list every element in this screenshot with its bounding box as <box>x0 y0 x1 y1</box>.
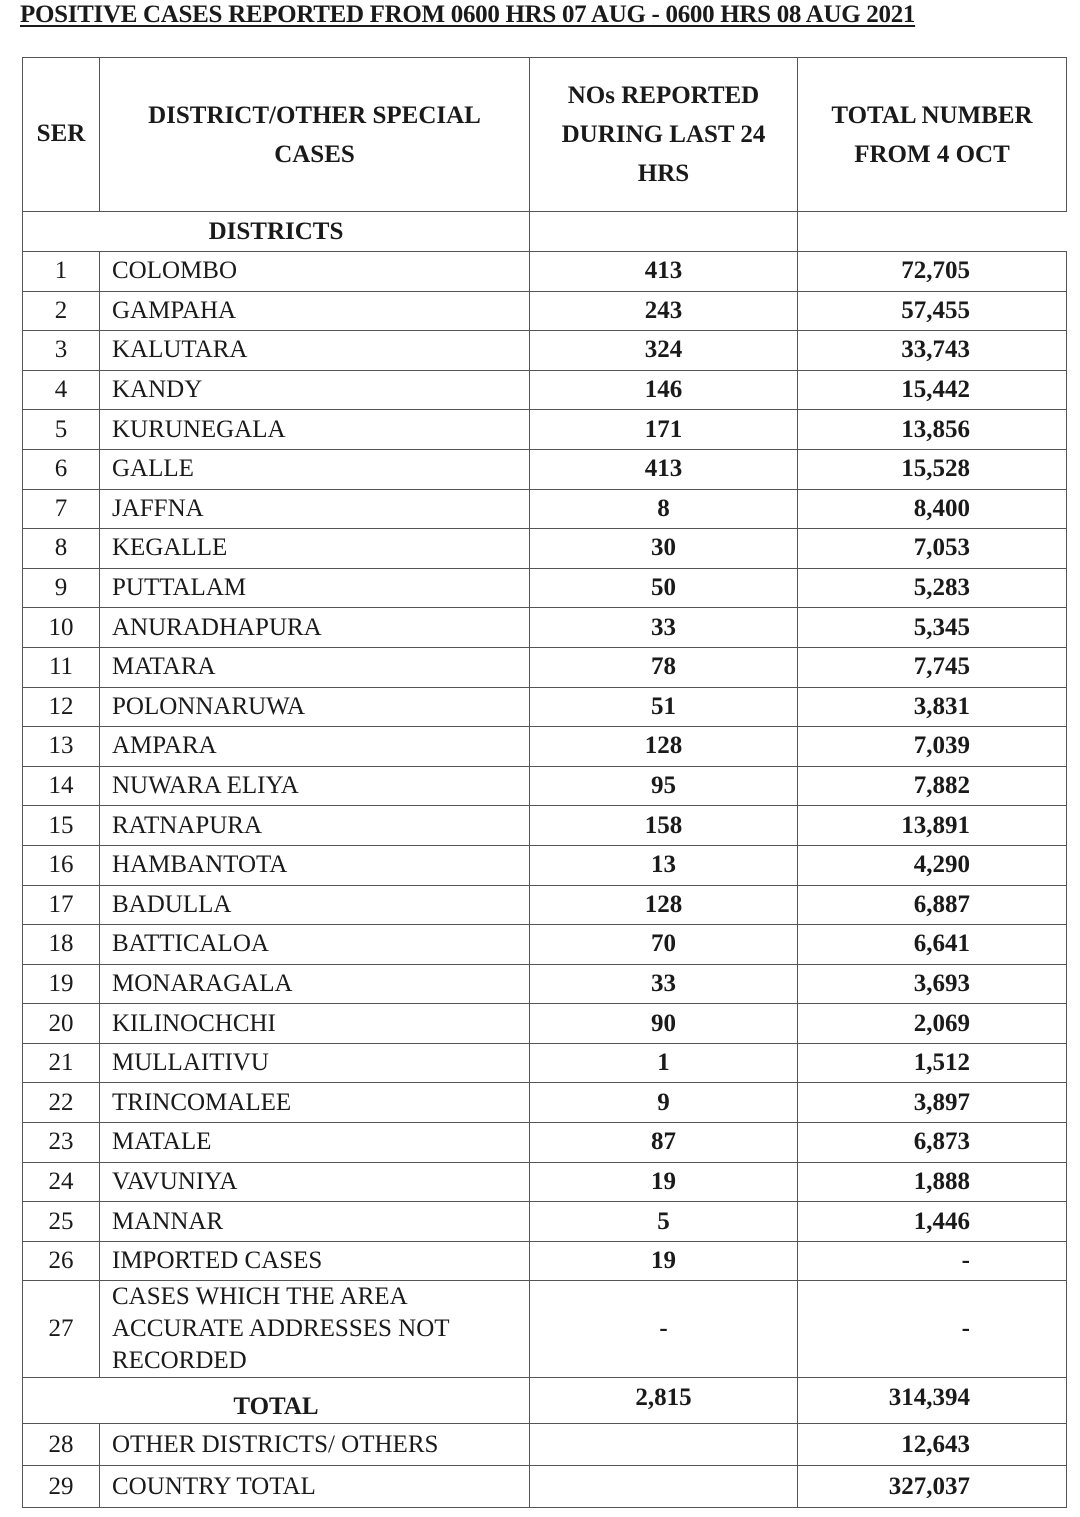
district-cell-line: RECORDED <box>112 1347 247 1375</box>
total-label: TOTAL <box>23 1378 530 1424</box>
district-cell: AMPARA <box>100 727 530 767</box>
total-cell: - <box>798 1241 1067 1281</box>
reported-cell: 158 <box>530 806 798 846</box>
cases-table <box>22 57 1067 1508</box>
section-empty-cell <box>530 212 798 252</box>
total-cell: 3,831 <box>798 687 1067 727</box>
total-cell: 7,053 <box>798 529 1067 569</box>
reported-cell: 9 <box>530 1083 798 1123</box>
ser-cell: 16 <box>23 845 100 885</box>
district-cell: JAFFNA <box>100 489 530 529</box>
reported-cell: 19 <box>530 1241 798 1281</box>
total-cell: 33,743 <box>798 331 1067 371</box>
district-cell: BADULLA <box>100 885 530 925</box>
reported-cell: 324 <box>530 331 798 371</box>
district-cell: COUNTRY TOTAL <box>100 1466 530 1508</box>
district-cell: MONARAGALA <box>100 964 530 1004</box>
table-row <box>23 568 1067 608</box>
total-cell: 15,442 <box>798 370 1067 410</box>
reported-cell: 30 <box>530 529 798 569</box>
header-ser: SER <box>23 58 100 212</box>
table-row <box>23 1241 1067 1281</box>
reported-cell: 51 <box>530 687 798 727</box>
district-cell: KURUNEGALA <box>100 410 530 450</box>
district-cell: IMPORTED CASES <box>100 1241 530 1281</box>
table-row <box>23 1424 1067 1466</box>
ser-cell: 19 <box>23 964 100 1004</box>
ser-cell: 8 <box>23 529 100 569</box>
total-cell: 6,641 <box>798 925 1067 965</box>
header-total: TOTAL NUMBER FROM 4 OCT <box>798 58 1067 212</box>
reported-cell: 413 <box>530 449 798 489</box>
total-cell: 1,512 <box>798 1043 1067 1083</box>
ser-cell: 23 <box>23 1123 100 1163</box>
reported-cell: - <box>530 1281 798 1378</box>
ser-cell: 22 <box>23 1083 100 1123</box>
header-district: DISTRICT/OTHER SPECIAL CASES <box>100 58 530 212</box>
reported-cell: 171 <box>530 410 798 450</box>
table-row <box>23 291 1067 331</box>
ser-cell: 28 <box>23 1424 100 1466</box>
reported-cell: 90 <box>530 1004 798 1044</box>
reported-cell: 1 <box>530 1043 798 1083</box>
table-row <box>23 449 1067 489</box>
total-cell: 7,882 <box>798 766 1067 806</box>
section-label: DISTRICTS <box>23 212 530 252</box>
total-cell: 3,693 <box>798 964 1067 1004</box>
reported-cell: 78 <box>530 647 798 687</box>
table-row <box>23 331 1067 371</box>
table-row <box>23 529 1067 569</box>
table-row <box>23 1466 1067 1508</box>
reported-cell <box>530 1424 798 1466</box>
reported-cell: 33 <box>530 964 798 1004</box>
reported-cell: 19 <box>530 1162 798 1202</box>
reported-cell: 70 <box>530 925 798 965</box>
district-cell: HAMBANTOTA <box>100 845 530 885</box>
reported-cell: 87 <box>530 1123 798 1163</box>
table-row <box>23 1202 1067 1242</box>
district-cell: MULLAITIVU <box>100 1043 530 1083</box>
table-row <box>23 727 1067 767</box>
reported-cell: 146 <box>530 370 798 410</box>
total-cell: 6,873 <box>798 1123 1067 1163</box>
section-row <box>23 212 1067 252</box>
district-cell-line: ACCURATE ADDRESSES NOT <box>112 1315 450 1343</box>
section-empty-cell <box>798 212 1067 252</box>
table-row <box>23 1004 1067 1044</box>
ser-cell: 29 <box>23 1466 100 1508</box>
total-total-cell: 314,394 <box>798 1378 1067 1424</box>
ser-cell: 12 <box>23 687 100 727</box>
district-cell: TRINCOMALEE <box>100 1083 530 1123</box>
table-row <box>23 766 1067 806</box>
district-cell <box>100 1281 530 1378</box>
reported-cell: 243 <box>530 291 798 331</box>
district-cell: KILINOCHCHI <box>100 1004 530 1044</box>
table-row <box>23 647 1067 687</box>
ser-cell: 9 <box>23 568 100 608</box>
header-reported: NOs REPORTED DURING LAST 24 HRS <box>530 58 798 212</box>
table-row <box>23 1123 1067 1163</box>
ser-cell: 7 <box>23 489 100 529</box>
reported-cell: 33 <box>530 608 798 648</box>
ser-cell: 15 <box>23 806 100 846</box>
reported-cell: 128 <box>530 727 798 767</box>
table-row <box>23 925 1067 965</box>
total-cell: 15,528 <box>798 449 1067 489</box>
table-row <box>23 1083 1067 1123</box>
total-cell: 7,745 <box>798 647 1067 687</box>
district-cell: RATNAPURA <box>100 806 530 846</box>
reported-cell: 128 <box>530 885 798 925</box>
total-cell: 3,897 <box>798 1083 1067 1123</box>
reported-cell: 5 <box>530 1202 798 1242</box>
table-row <box>23 489 1067 529</box>
total-cell: 6,887 <box>798 885 1067 925</box>
reported-cell: 50 <box>530 568 798 608</box>
table-row <box>23 845 1067 885</box>
reported-cell <box>530 1466 798 1508</box>
reported-cell: 8 <box>530 489 798 529</box>
total-cell: 13,856 <box>798 410 1067 450</box>
table-row <box>23 1043 1067 1083</box>
ser-cell: 2 <box>23 291 100 331</box>
total-cell: 7,039 <box>798 727 1067 767</box>
table-row <box>23 252 1067 292</box>
ser-cell: 4 <box>23 370 100 410</box>
total-cell: 12,643 <box>798 1424 1067 1466</box>
table-row <box>23 1162 1067 1202</box>
ser-cell: 17 <box>23 885 100 925</box>
district-cell: MATARA <box>100 647 530 687</box>
ser-cell: 24 <box>23 1162 100 1202</box>
total-cell: 5,345 <box>798 608 1067 648</box>
total-row <box>23 1378 1067 1424</box>
district-cell: GAMPAHA <box>100 291 530 331</box>
document-title: POSITIVE CASES REPORTED FROM 0600 HRS 07 AUG - 0600 HRS 08 AUG 2021 <box>20 1 916 28</box>
district-cell: OTHER DISTRICTS/ OTHERS <box>100 1424 530 1466</box>
district-cell: MANNAR <box>100 1202 530 1242</box>
district-cell: GALLE <box>100 449 530 489</box>
ser-cell: 13 <box>23 727 100 767</box>
table-row <box>23 885 1067 925</box>
district-cell: POLONNARUWA <box>100 687 530 727</box>
table-row <box>23 964 1067 1004</box>
reported-cell: 13 <box>530 845 798 885</box>
ser-cell: 5 <box>23 410 100 450</box>
district-cell: MATALE <box>100 1123 530 1163</box>
ser-cell: 6 <box>23 449 100 489</box>
ser-cell: 14 <box>23 766 100 806</box>
total-reported-cell: 2,815 <box>530 1378 798 1424</box>
total-cell: 1,888 <box>798 1162 1067 1202</box>
ser-cell: 11 <box>23 647 100 687</box>
ser-cell: 10 <box>23 608 100 648</box>
ser-cell: 27 <box>23 1281 100 1378</box>
total-cell: 5,283 <box>798 568 1067 608</box>
table-row <box>23 370 1067 410</box>
table-row <box>23 687 1067 727</box>
table-header-row <box>23 58 1067 212</box>
ser-cell: 26 <box>23 1241 100 1281</box>
district-cell: NUWARA ELIYA <box>100 766 530 806</box>
district-cell: BATTICALOA <box>100 925 530 965</box>
total-cell: 57,455 <box>798 291 1067 331</box>
ser-cell: 20 <box>23 1004 100 1044</box>
total-cell: 72,705 <box>798 252 1067 292</box>
table-row <box>23 1281 1067 1378</box>
district-cell: KALUTARA <box>100 331 530 371</box>
ser-cell: 25 <box>23 1202 100 1242</box>
total-cell: 327,037 <box>798 1466 1067 1508</box>
district-cell-line: CASES WHICH THE AREA <box>112 1283 408 1311</box>
table-row <box>23 410 1067 450</box>
table-row <box>23 608 1067 648</box>
district-cell: PUTTALAM <box>100 568 530 608</box>
total-cell: 13,891 <box>798 806 1067 846</box>
ser-cell: 21 <box>23 1043 100 1083</box>
total-cell: 8,400 <box>798 489 1067 529</box>
total-cell: 1,446 <box>798 1202 1067 1242</box>
district-cell: KEGALLE <box>100 529 530 569</box>
reported-cell: 95 <box>530 766 798 806</box>
table-row <box>23 806 1067 846</box>
total-cell: - <box>798 1281 1067 1378</box>
reported-cell: 413 <box>530 252 798 292</box>
district-cell: KANDY <box>100 370 530 410</box>
district-cell: ANURADHAPURA <box>100 608 530 648</box>
district-cell: VAVUNIYA <box>100 1162 530 1202</box>
ser-cell: 18 <box>23 925 100 965</box>
total-cell: 2,069 <box>798 1004 1067 1044</box>
district-cell: COLOMBO <box>100 252 530 292</box>
ser-cell: 3 <box>23 331 100 371</box>
total-cell: 4,290 <box>798 845 1067 885</box>
ser-cell: 1 <box>23 252 100 292</box>
